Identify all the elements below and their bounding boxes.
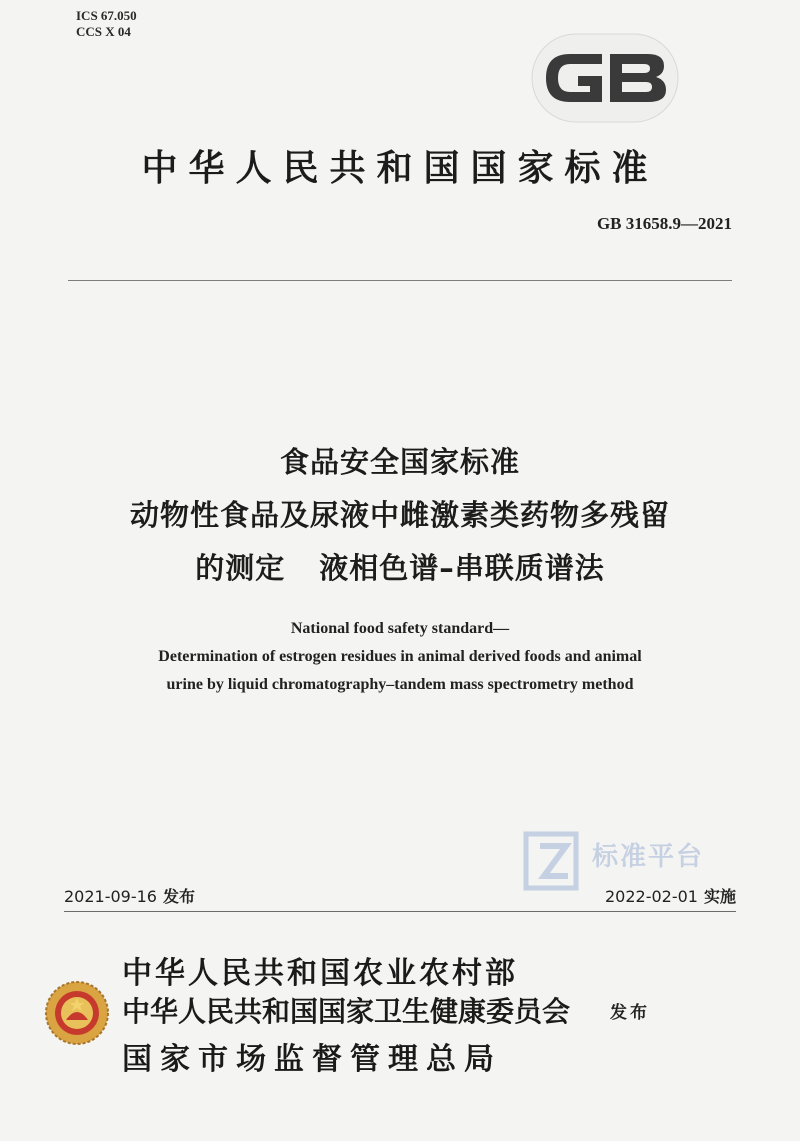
- effective-label: 实施: [703, 887, 736, 906]
- effective-date: 2022-02-01: [605, 887, 698, 906]
- national-emblem: [44, 980, 110, 1046]
- issuer-3: 国家市场监督管理总局: [122, 1042, 502, 1077]
- classification-codes: [76, 8, 137, 40]
- title-en-line-1: National food safety standard—: [290, 620, 510, 637]
- issue-date-group: [64, 884, 195, 907]
- top-divider: [68, 280, 732, 281]
- national-standard-title: 中华人民共和国国家标准: [141, 147, 659, 189]
- issuer-2: 中华人民共和国国家卫生健康委员会: [122, 995, 571, 1028]
- title-cn-line-1: 食品安全国家标准: [279, 445, 520, 479]
- standard-number: GB 31658.9—2021: [596, 214, 732, 233]
- title-cn-line-3: [0, 546, 800, 587]
- title-cn-line-3a: 的测定: [195, 551, 286, 585]
- issue-date: 2021-09-16: [64, 887, 157, 906]
- issuer-1: 中华人民共和国农业农村部: [122, 956, 518, 991]
- ics-code: ICS 67.050: [76, 8, 137, 23]
- ccs-code: CCS X 04: [76, 24, 131, 39]
- title-en-line-2: Determination of estrogen residues in animal derived foods and animal: [158, 648, 642, 665]
- title-en-line-3: urine by liquid chromatography–tandem mass spectrometry method: [166, 676, 634, 693]
- publish-label: 发布: [610, 1003, 650, 1023]
- watermark-text: 标准平台: [592, 842, 705, 872]
- issue-label: 发布: [162, 887, 195, 906]
- title-cn-line-2: 动物性食品及尿液中雌激素类药物多残留: [129, 498, 670, 532]
- gb-logo: [530, 32, 680, 124]
- dates-row: [64, 884, 736, 910]
- effective-date-group: [605, 884, 736, 907]
- bottom-divider: [64, 911, 736, 912]
- gb-logo-icon: [530, 32, 680, 124]
- title-cn-line-3b: 液相色谱–串联质谱法: [319, 551, 605, 585]
- national-emblem-icon: [44, 980, 110, 1046]
